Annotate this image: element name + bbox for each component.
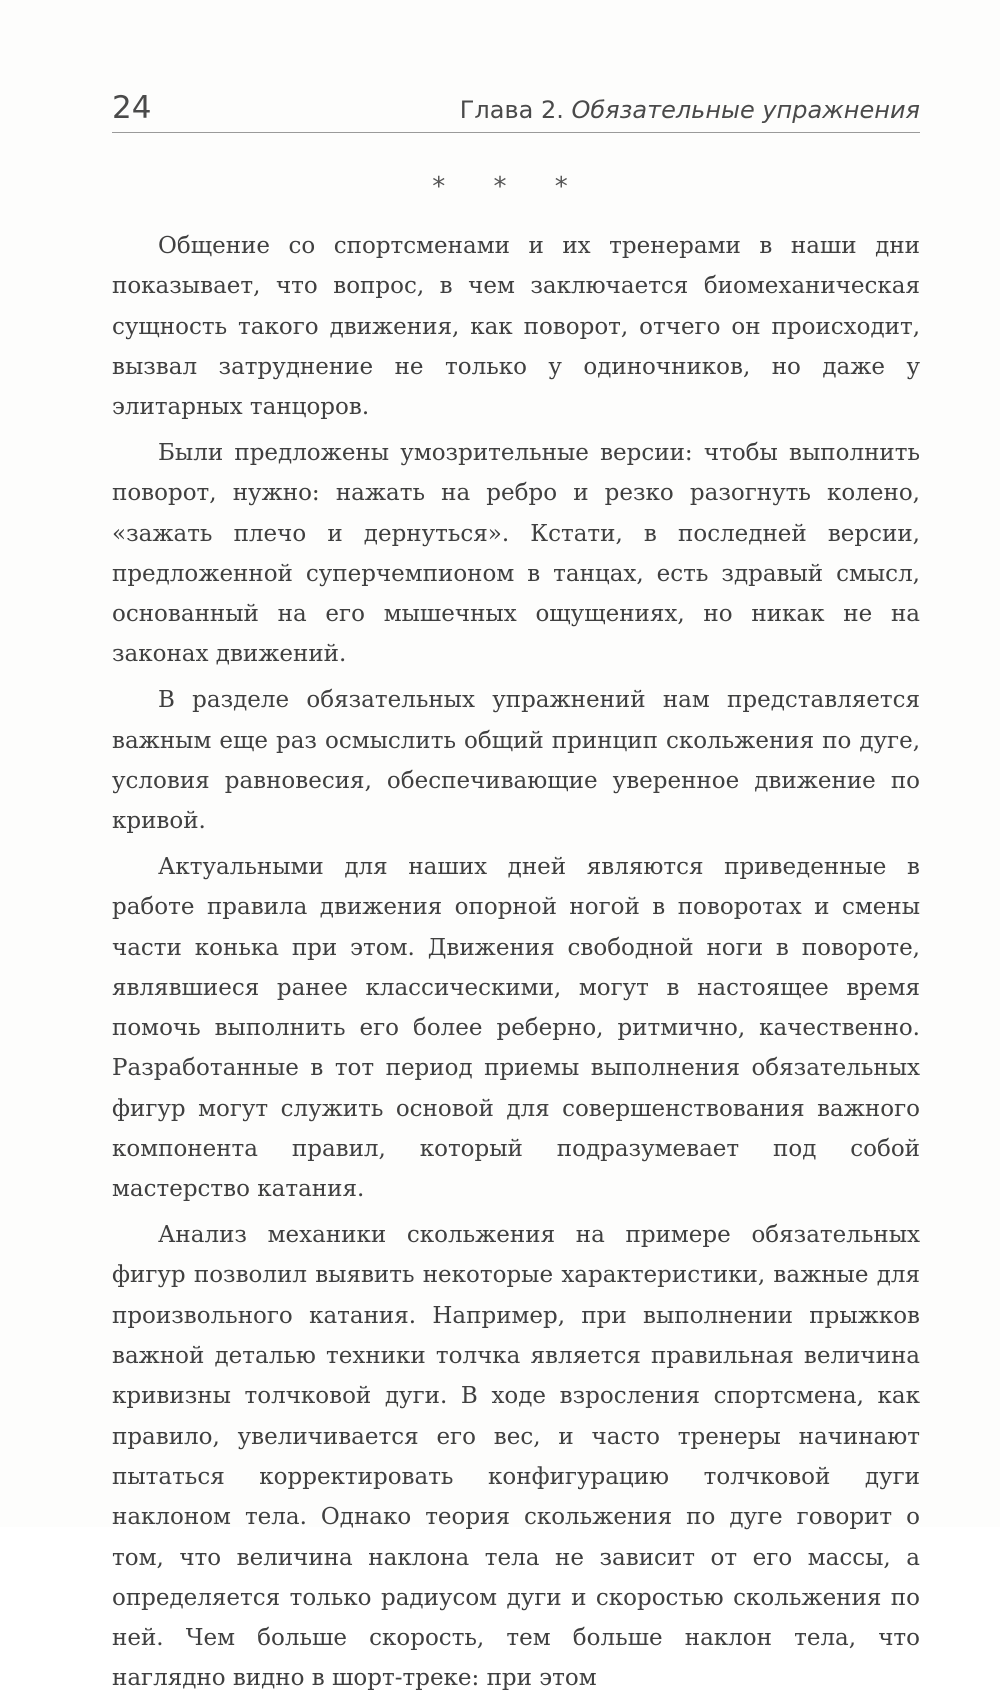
- paragraph: Были предложены умозрительные версии: чтобы выполнить поворот, нужно: нажать на ребро и резко разогнуть колено, «зажать плечо и дернуться». Кстати, в последней версии, предложенной суперчемпионом в танцах, есть здравый смысл, основанный на его мышечных ощущениях, но никак не на законах движений.: [112, 439, 920, 668]
- paragraph: Актуальными для наших дней являются приведенные в работе правила движения опорной ногой в поворотах и смены части конька при этом. Движения свободной ноги в повороте, являвшиеся ранее классическими, могут в настоящее время помочь выполнить его более реберно, ритмично, качественно. Разработанные в тот период приемы выполнения обязательных фигур могут служить основой для совершенствования важного компонента правил, который подразумевает под собой мастерство катания.: [112, 853, 920, 1203]
- page-number: 24: [112, 90, 152, 126]
- paragraph: В разделе обязательных упражнений нам представляется важным еще раз осмыслить общий принцип скольжения по дуге, условия равновесия, обеспечивающие уверенное движение по кривой.: [112, 687, 920, 835]
- chapter-label: Глава 2.: [459, 96, 564, 124]
- paragraph: Анализ механики скольжения на примере обязательных фигур позволил выявить некоторые характеристики, важные для произвольного катания. Например, при выполнении прыжков важной деталью техники толчка является правильная величина кривизны толчковой дуги. В ходе взросления спортсмена, как правило, увеличивается его вес, и часто тренеры начинают пытаться корректировать конфигурацию толчковой дуги наклоном тела. Однако теория скольжения по дуге говорит о том, что величина наклона тела не зависит от его массы, а определяется только радиусом дуги и скоростью скольжения по ней. Чем больше скорость, тем больше наклон тела, что наглядно видно в шорт-треке: при этом: [112, 1222, 920, 1692]
- running-header: [112, 88, 920, 133]
- section-separator: * * *: [432, 172, 588, 202]
- paragraph: Общение со спортсменами и их тренерами в наши дни показывает, что вопрос, в чем заключается биомеханическая сущность такого движения, как поворот, отчего он происходит, вызвал затруднение не только у одиночников, но даже у элитарных танцоров.: [112, 233, 920, 421]
- body-text: [112, 226, 920, 1704]
- chapter-title: Обязательные упражнения: [571, 96, 920, 124]
- chapter-heading: [460, 92, 920, 128]
